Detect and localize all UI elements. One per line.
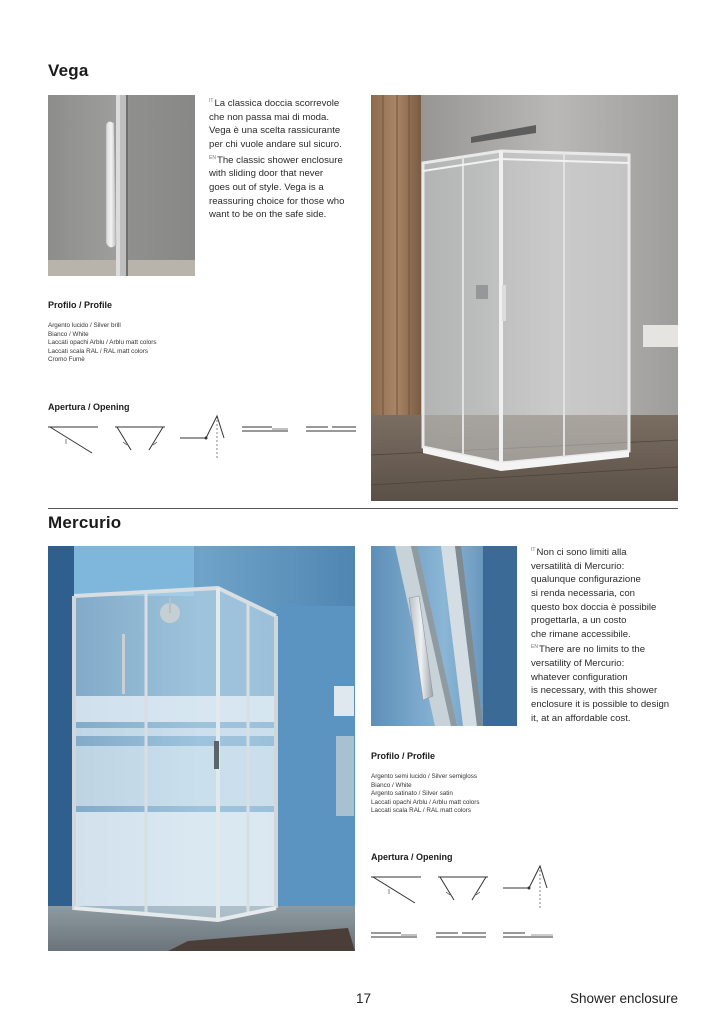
opening-diagram-sliding-triple-icon — [503, 930, 555, 942]
section-divider — [48, 508, 678, 509]
vega-detail-photo — [48, 95, 195, 276]
opening-diagram-pivot-icon — [503, 864, 553, 912]
list-item: Argento satinato / Silver satin — [371, 790, 453, 798]
opening-diagram-sliding-double-icon — [306, 424, 358, 436]
mercurio-title: Mercurio — [48, 513, 122, 532]
opening-diagram-corner-icon — [371, 870, 426, 906]
opening-diagram-pivot-icon — [180, 414, 230, 462]
list-item: Laccati opachi Arblu / Arblu matt colors — [48, 339, 157, 347]
vega-title: Vega — [48, 61, 89, 80]
list-item: Argento semi lucido / Silver semigloss — [371, 773, 478, 780]
mercurio-profile-heading: Profilo / Profile — [371, 751, 436, 761]
opening-diagram-sliding-icon — [242, 424, 292, 436]
vega-profile-list — [48, 322, 157, 365]
list-item: Laccati opachi Arblu / Arblu matt colors — [371, 798, 480, 806]
mercurio-description: $^{IT}$Non ci sono limiti alla versatilità di Mercurio: qualunque configurazione si renda necessaria, con questo box doccia è possibile progettarla, a un costo che rimane accessibile. $^{EN}$There are no limits to the versatility of Mercurio: whatever configuration is necessary, with this shower enclosure it is possible to design it, at an affordable cost. — [531, 547, 670, 724]
mercurio-opening-heading: Apertura / Opening — [371, 852, 453, 862]
vega-profile-heading: Profilo / Profile — [48, 300, 113, 310]
vega-main-photo — [371, 95, 678, 501]
page-number: 17 — [356, 991, 372, 1006]
opening-diagram-sliding-double-icon — [436, 930, 488, 942]
list-item: Argento lucido / Silver brill — [48, 322, 121, 329]
opening-diagram-double-icon — [436, 870, 491, 906]
mercurio-main-photo — [48, 546, 355, 951]
footer-section-title: Shower enclosure — [569, 991, 678, 1006]
opening-diagram-double-icon — [113, 420, 168, 456]
opening-diagram-sliding-icon — [371, 930, 421, 942]
list-item: Bianco / White — [371, 781, 412, 789]
list-item: Laccati scala RAL / RAL matt colors — [371, 807, 471, 815]
opening-diagram-corner-icon — [48, 420, 103, 456]
list-item: Bianco / White — [48, 330, 89, 338]
mercurio-detail-photo — [371, 546, 517, 726]
list-item: Laccati scala RAL / RAL matt colors — [48, 347, 148, 355]
list-item: Cromo Fumè — [48, 356, 85, 364]
vega-description: $^{IT}$La classica doccia scorrevole che non passa mai di moda. Vega è una scelta rassicurante per chi vuole andare sul sicuro. $^{EN}$The classic shower enclosure with sliding door that never goes out of style. Vega is a reassuring choice for those who want to be on the safe side. — [209, 98, 345, 221]
vega-opening-heading: Apertura / Opening — [48, 402, 130, 412]
mercurio-profile-list — [371, 773, 480, 816]
